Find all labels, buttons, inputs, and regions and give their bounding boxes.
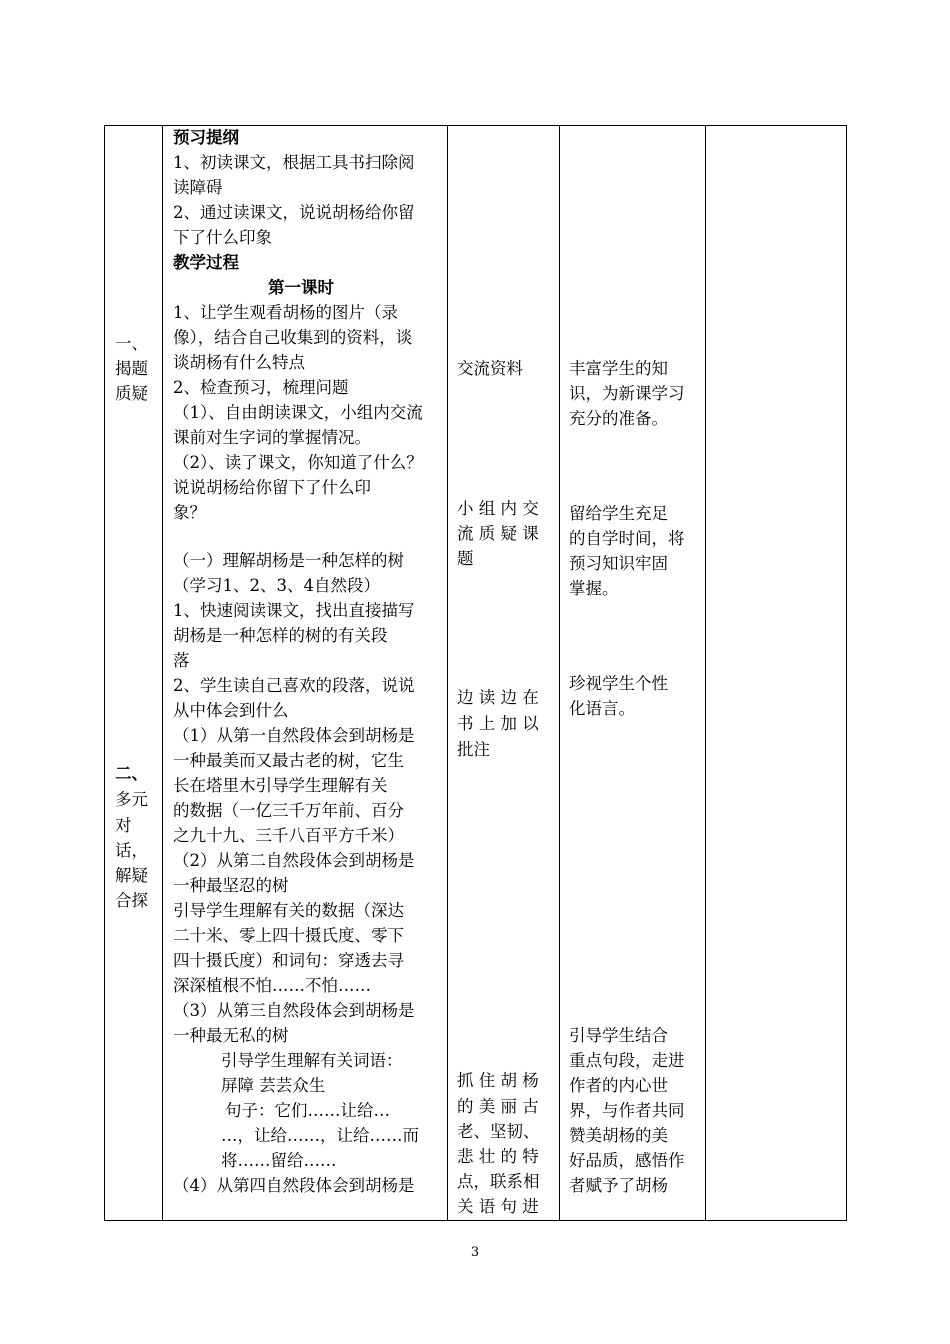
intent-column (560, 126, 706, 1221)
part-line: （1）从第一自然段体会到胡杨是 (173, 726, 415, 745)
activity-2-line: 流 质 疑 课 (457, 524, 539, 543)
part-line: （学习1、2、3、4自然段） (173, 576, 380, 595)
intent-2-line: 掌握。 (569, 579, 619, 598)
activity-4-line: 老、坚韧、 (457, 1122, 540, 1141)
activity-4-line: 的 美 丽 古 (457, 1097, 539, 1116)
last-line: （4）从第四自然段体会到胡杨是 (173, 1176, 415, 1195)
intent-4-line: 引导学生结合 (569, 1026, 668, 1045)
intent-4-line: 赞美胡杨的美 (569, 1126, 668, 1145)
activity-3-line: 边 读 边 在 (457, 688, 539, 707)
lesson-plan-table (104, 125, 847, 1221)
activity-4-line: 抓 住 胡 杨 (457, 1071, 539, 1090)
part-line: 落 (173, 651, 190, 670)
activity-column (448, 126, 560, 1221)
lesson-title: 第一课时 (268, 278, 334, 297)
stage-2-line-5: 解疑 (115, 866, 148, 885)
intent-2-line: 的自学时间，将 (569, 529, 685, 548)
part-line: 一种最美而又最古老的树，它生 (173, 751, 404, 770)
part-line: 一种最坚忍的树 (173, 876, 289, 895)
step-line: 像），结合自己收集到的资料，谈 (173, 328, 413, 347)
intent-2-line: 预习知识牢固 (569, 554, 668, 573)
stage-2-line-1: 二、 (115, 764, 148, 783)
intent-4-line: 好品质，感悟作 (569, 1151, 685, 1170)
intent-1-line: 充分的准备。 (569, 409, 668, 428)
activity-2-line: 小 组 内 交 (457, 499, 539, 518)
activity-4-line: 关 语 句 进 (457, 1197, 539, 1216)
intent-3-line: 化语言。 (569, 699, 635, 718)
activity-4-line: 悲 壮 的 特 (457, 1147, 539, 1166)
intent-4-line: 者赋予了胡杨 (569, 1176, 668, 1195)
part-line: 2、学生读自己喜欢的段落，说说 (173, 676, 415, 695)
intent-4-line: 界，与作者共同 (569, 1101, 685, 1120)
stage-1-line-2: 揭题 (115, 359, 148, 378)
content-column (163, 126, 448, 1221)
indent-line: 引导学生理解有关词语： (221, 1051, 403, 1070)
step-line: 谈胡杨有什么特点 (173, 353, 305, 372)
preview-title: 预习提纲 (173, 128, 239, 147)
intent-4-line: 作者的内心世 (569, 1076, 668, 1095)
step-line: 说说胡杨给你留下了什么印 (173, 478, 371, 497)
stage-2-line-2: 多元 (115, 790, 148, 809)
intent-4-line: 重点句段，走进 (569, 1051, 685, 1070)
stage-1-line-3: 质疑 (115, 384, 148, 403)
part-line: （一）理解胡杨是一种怎样的树 (173, 551, 404, 570)
part-line: 引导学生理解有关的数据（深达 (173, 901, 404, 920)
part-line: 一种最无私的树 (173, 1026, 289, 1045)
part-line: 四十摄氏度）和词句：穿透去寻 (173, 951, 404, 970)
indent-line: …，让给……，让给……而 (221, 1126, 419, 1145)
stage-2-line-4: 话， (115, 841, 148, 860)
preview-item: 1、初读课文，根据工具书扫除阅 (173, 153, 415, 172)
step-line: （1）、自由朗读课文，小组内交流 (173, 403, 423, 422)
step-line: （2）、读了课文，你知道了什么？ (173, 453, 423, 472)
part-line: （2）从第二自然段体会到胡杨是 (173, 851, 415, 870)
part-line: 从中体会到什么 (173, 701, 289, 720)
stage-2-line-3: 对 (115, 816, 132, 835)
activity-4-line: 点，联系相 (457, 1172, 540, 1191)
step-line: 象？ (173, 503, 206, 522)
step-line: 2、检查预习，梳理问题 (173, 378, 349, 397)
part-line: 的数据（一亿三千万年前、百分 (173, 801, 404, 820)
preview-item: 读障碍 (173, 178, 223, 197)
stage-column (105, 126, 163, 1221)
intent-2-line: 留给学生充足 (569, 504, 668, 523)
page-number: 3 (470, 1245, 480, 1260)
intent-1-line: 识，为新课学习 (569, 384, 685, 403)
activity-1: 交流资料 (457, 359, 523, 378)
step-line: 课前对生字词的掌握情况。 (173, 428, 371, 447)
activity-2-line: 题 (457, 549, 474, 568)
indent-line: 屏障 芸芸众生 (221, 1076, 326, 1095)
notes-column (706, 126, 847, 1221)
intent-1-line: 丰富学生的知 (569, 359, 668, 378)
activity-3-line: 书 上 加 以 (457, 714, 539, 733)
intent-3-line: 珍视学生个性 (569, 674, 668, 693)
indent-line: 将……留给…… (221, 1151, 337, 1170)
process-title: 教学过程 (173, 253, 239, 272)
preview-item: 2、通过读课文，说说胡杨给你留 (173, 203, 415, 222)
stage-1-line-1: 一、 (115, 334, 148, 353)
part-line: 之九十九、三千八百平方千米） (173, 826, 404, 845)
part-line: 1、快速阅读课文，找出直接描写 (173, 601, 415, 620)
part-line: 胡杨是一种怎样的树的有关段 (173, 626, 388, 645)
part-line: 长在塔里木引导学生理解有关 (173, 776, 388, 795)
stage-2-line-6: 合探 (115, 891, 148, 910)
preview-item: 下了什么印象 (173, 228, 272, 247)
step-line: 1、让学生观看胡杨的图片（录 (173, 303, 398, 322)
part-line: （3）从第三自然段体会到胡杨是 (173, 1001, 415, 1020)
indent-line: 句子：它们……让给… (225, 1101, 390, 1120)
part-line: 二十米、零上四十摄氏度、零下 (173, 926, 404, 945)
activity-3-line: 批注 (457, 740, 490, 759)
part-line: 深深植根不怕……不怕…… (173, 976, 371, 995)
